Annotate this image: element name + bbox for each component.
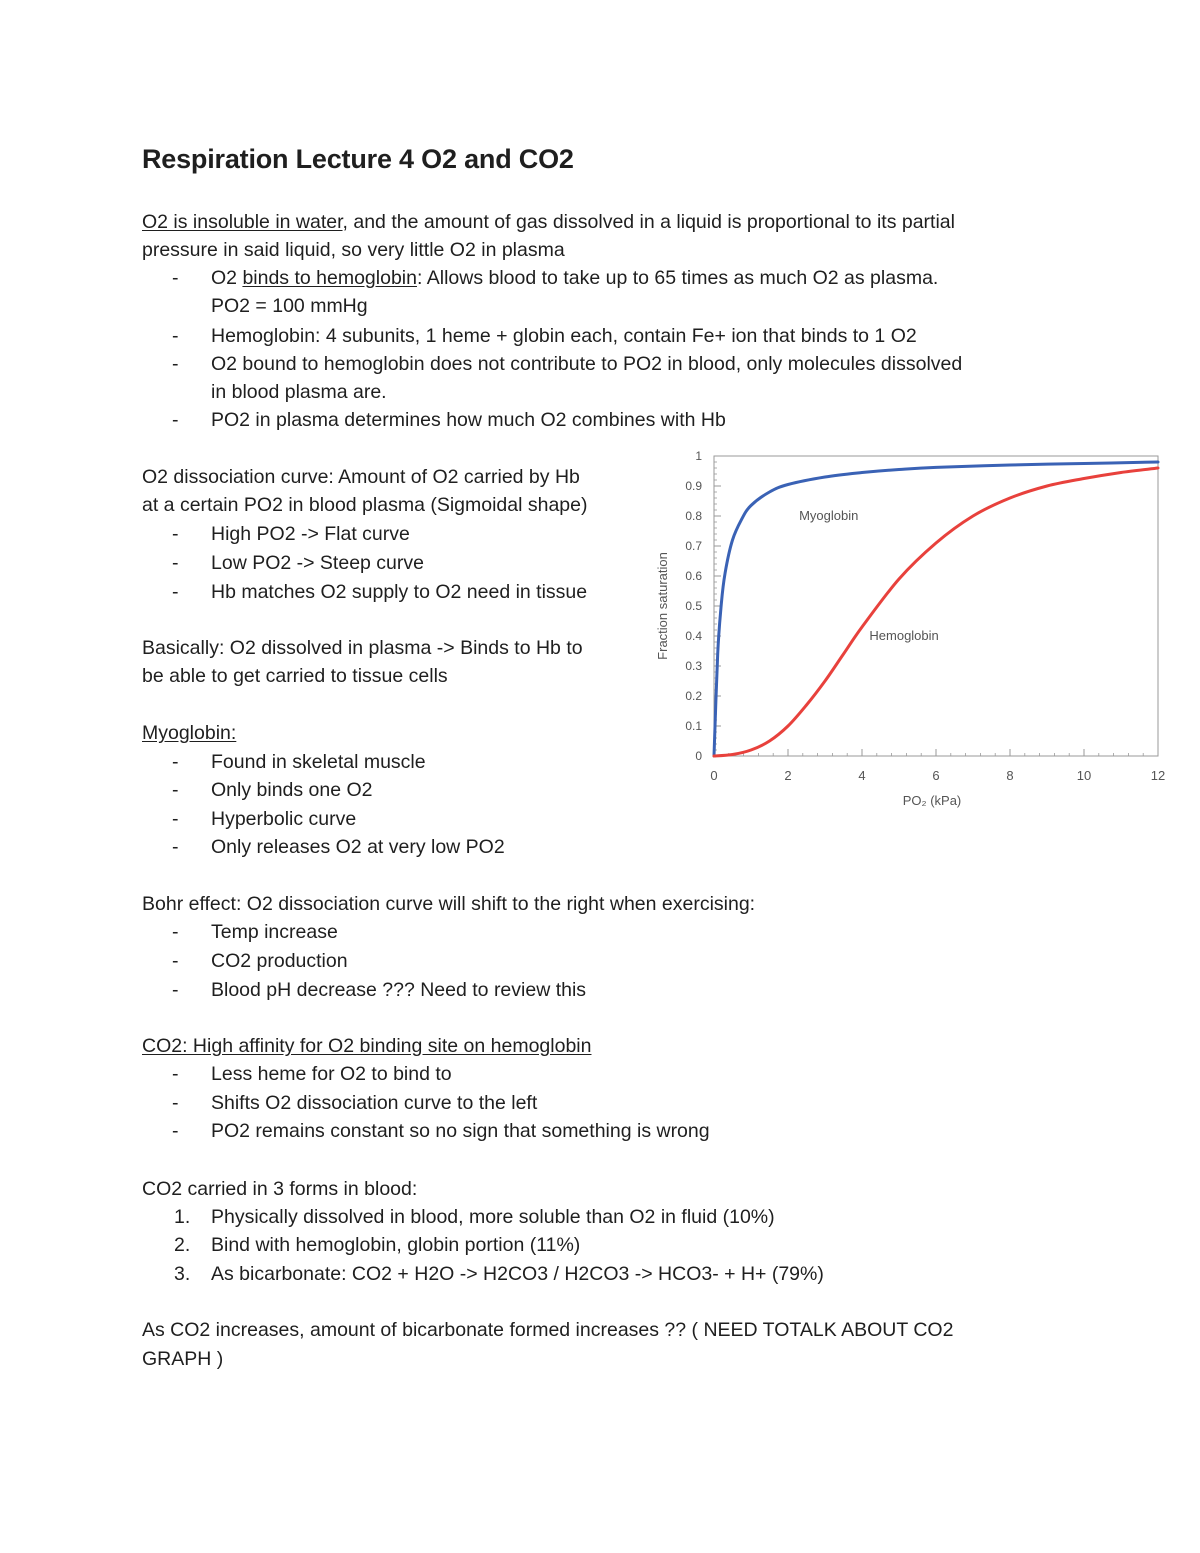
bullet-dash: - — [172, 523, 179, 545]
bullet-dash: - — [172, 979, 179, 1001]
myoglobin-heading: Myoglobin: — [142, 722, 237, 744]
co-item: PO2 remains constant so no sign that something is wrong — [211, 1120, 710, 1142]
x-tick-label: 10 — [1076, 768, 1092, 783]
bullet-dash: - — [172, 1120, 179, 1142]
list-number: 3. — [174, 1263, 191, 1285]
bullet-dash: - — [172, 267, 179, 289]
bullet-binds-hemoglobin: O2 binds to hemoglobin: Allows blood to take up to 65 times as much O2 as plasma. — [211, 267, 939, 289]
bullet-o2-bound-line-2: in blood plasma are. — [211, 381, 387, 403]
co2-form-item: As bicarbonate: CO2 + H2O -> H2CO3 / H2CO3 -> HCO3- + H+ (79%) — [211, 1263, 824, 1285]
y-tick-label: 0.3 — [685, 659, 702, 673]
intro-underlined-phrase: O2 is insoluble in water — [142, 211, 343, 233]
intro-line-2: pressure in said liquid, so very little O2 in plasma — [142, 239, 565, 261]
y-tick-label: 0.2 — [685, 689, 702, 703]
myoglobin-series-label: Myoglobin — [799, 508, 859, 523]
co-item: Shifts O2 dissociation curve to the left — [211, 1092, 538, 1114]
y-tick-label: 0 — [695, 749, 702, 763]
bullet-dash: - — [172, 552, 179, 574]
bullet-binds-hemoglobin-cont: PO2 = 100 mmHg — [211, 295, 368, 317]
y-tick-label: 0.6 — [685, 569, 702, 583]
bullet-o2-bound-line-1: O2 bound to hemoglobin does not contribute to PO2 in blood, only molecules dissolved — [211, 353, 963, 375]
chart-axes — [714, 456, 1158, 756]
oxygen-dissociation-chart — [650, 440, 1175, 820]
bullet-dash: - — [172, 581, 179, 603]
x-tick-label: 0 — [710, 768, 718, 783]
intro-line-1: O2 is insoluble in water, and the amount of gas dissolved in a liquid is proportional to its partial — [142, 211, 955, 233]
y-tick-label: 0.4 — [685, 629, 702, 643]
myoglobin-curve — [714, 462, 1158, 756]
bullet-dash: - — [172, 921, 179, 943]
bullet-dash: - — [172, 950, 179, 972]
bohr-item: CO2 production — [211, 950, 348, 972]
hemoglobin-series-label: Hemoglobin — [869, 628, 939, 643]
basically-line-2: be able to get carried to tissue cells — [142, 665, 448, 687]
closing-line-2: GRAPH ) — [142, 1348, 224, 1370]
myoglobin-item: Only releases O2 at very low PO2 — [211, 836, 505, 858]
dissociation-line-1: O2 dissociation curve: Amount of O2 carried by Hb — [142, 466, 580, 488]
x-tick-label: 4 — [858, 768, 866, 783]
closing-line-1: As CO2 increases, amount of bicarbonate formed increases ?? ( NEED TOTALK ABOUT CO2 — [142, 1319, 954, 1341]
co2-forms-heading: CO2 carried in 3 forms in blood: — [142, 1178, 418, 1200]
bullet-dash: - — [172, 779, 179, 801]
bullet-dash: - — [172, 325, 179, 347]
basically-line-1: Basically: O2 dissolved in plasma -> Binds to Hb to — [142, 637, 583, 659]
bullet-hemoglobin-subunits: Hemoglobin: 4 subunits, 1 heme + globin each, contain Fe+ ion that binds to 1 O2 — [211, 325, 917, 347]
x-tick-label: 6 — [932, 768, 940, 783]
page-title: Respiration Lecture 4 O2 and CO2 — [142, 144, 574, 174]
co2-form-item: Physically dissolved in blood, more soluble than O2 in fluid (10%) — [211, 1206, 775, 1228]
y-tick-label: 1 — [695, 449, 702, 463]
y-tick-label: 0.7 — [685, 539, 702, 553]
y-axis-label: Fraction saturation — [655, 552, 670, 660]
x-tick-label: 8 — [1006, 768, 1014, 783]
x-axis-label: PO₂ (kPa) — [902, 793, 962, 808]
dissociation-item: Hb matches O2 supply to O2 need in tissue — [211, 581, 588, 603]
bohr-heading: Bohr effect: O2 dissociation curve will shift to the right when exercising: — [142, 893, 756, 915]
myoglobin-item: Hyperbolic curve — [211, 808, 357, 830]
list-number: 2. — [174, 1234, 191, 1256]
x-tick-label: 2 — [784, 768, 792, 783]
x-tick-label: 12 — [1150, 768, 1166, 783]
co-heading: CO2: High affinity for O2 binding site on hemoglobin — [142, 1035, 592, 1057]
bullet-po2-plasma: PO2 in plasma determines how much O2 combines with Hb — [211, 409, 726, 431]
y-tick-label: 0.1 — [685, 719, 702, 733]
y-tick-label: 0.5 — [685, 599, 702, 613]
bohr-item: Blood pH decrease ??? Need to review this — [211, 979, 587, 1001]
bullet-dash: - — [172, 751, 179, 773]
myoglobin-item: Only binds one O2 — [211, 779, 373, 801]
bullet-dash: - — [172, 1092, 179, 1114]
bohr-item: Temp increase — [211, 921, 338, 943]
hemoglobin-curve — [714, 468, 1158, 756]
bullet-dash: - — [172, 409, 179, 431]
dissociation-item: High PO2 -> Flat curve — [211, 523, 410, 545]
bullet-dash: - — [172, 353, 179, 375]
plot-frame — [714, 456, 1158, 756]
co2-form-item: Bind with hemoglobin, globin portion (11%) — [211, 1234, 581, 1256]
binds-to-hemoglobin-phrase: binds to hemoglobin — [242, 267, 417, 289]
y-tick-label: 0.8 — [685, 509, 702, 523]
y-tick-label: 0.9 — [685, 479, 702, 493]
dissociation-item: Low PO2 -> Steep curve — [211, 552, 424, 574]
bullet-dash: - — [172, 808, 179, 830]
myoglobin-item: Found in skeletal muscle — [211, 751, 426, 773]
co-item: Less heme for O2 to bind to — [211, 1063, 452, 1085]
chart-series — [714, 462, 1158, 756]
bullet-dash: - — [172, 1063, 179, 1085]
dissociation-line-2: at a certain PO2 in blood plasma (Sigmoidal shape) — [142, 494, 588, 516]
list-number: 1. — [174, 1206, 191, 1228]
bullet-dash: - — [172, 836, 179, 858]
